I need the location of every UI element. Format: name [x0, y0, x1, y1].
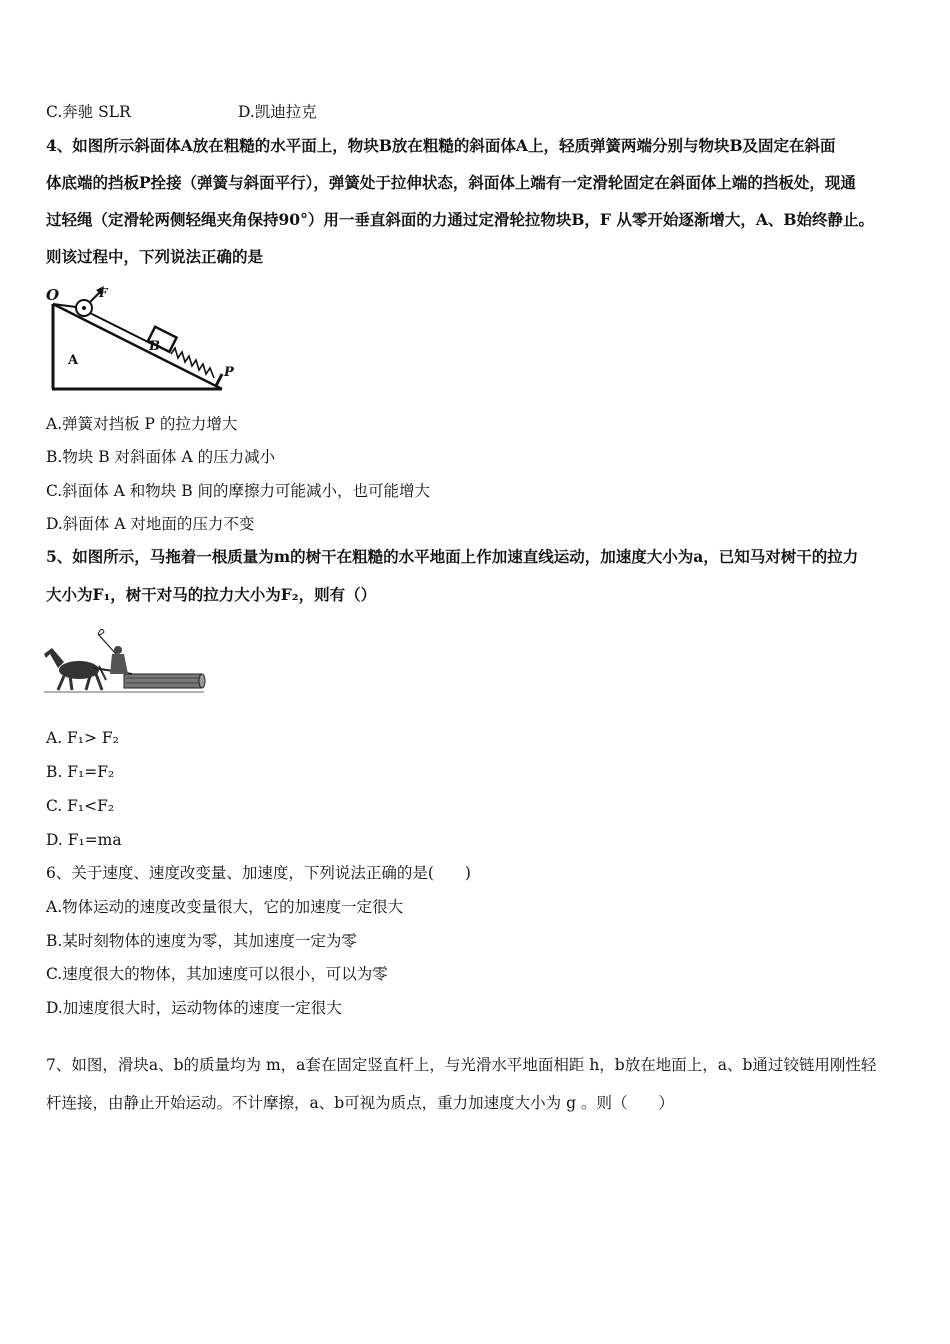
q5-option-c: C. F₁<F₂ — [46, 797, 115, 815]
q4-option-d: D.斜面体 A 对地面的压力不变 — [46, 515, 255, 533]
q6-stem: 6、关于速度、速度改变量、加速度，下列说法正确的是( ) — [46, 864, 471, 882]
q4-option-b: B.物块 B 对斜面体 A 的压力减小 — [46, 448, 276, 466]
q4-stem-line2: 体底端的挡板P拴接（弹簧与斜面平行），弹簧处于拉伸状态，斜面体上端有一定滑轮固定在斜面体上端的挡板处，现通 — [46, 173, 856, 192]
q5-stem-line1: 5、如图所示，马拖着一根质量为m的树干在粗糙的水平地面上作加速直线运动，加速度大小为a，已知马对树干的拉力 — [46, 547, 859, 566]
q7-stem-line1: 7、如图，滑块a、b的质量均为 m，a套在固定竖直杆上，与光滑水平地面相距 h，b放在地面上，a、b通过铰链用刚性轻 — [46, 1056, 877, 1074]
q5-stem-line2: 大小为F₁，树干对马的拉力大小为F₂，则有（） — [46, 585, 377, 604]
option-c-prev: C.奔驰 SLR — [46, 103, 131, 121]
q4-label-b: B — [149, 339, 160, 354]
q4-stem-line1: 4、如图所示斜面体A放在粗糙的水平面上，物块B放在粗糙的斜面体A上，轻质弹簧两端分别与物块B及固定在斜面 — [46, 136, 836, 155]
q6-option-d: D.加速度很大时，运动物体的速度一定很大 — [46, 999, 342, 1017]
q4-option-a: A.弹簧对挡板 P 的拉力增大 — [46, 415, 238, 433]
q6-option-b: B.某时刻物体的速度为零，其加速度一定为零 — [46, 932, 357, 950]
q4-option-c: C.斜面体 A 和物块 B 间的摩擦力可能减小，也可能增大 — [46, 482, 431, 500]
q4-stem-line3: 过轻绳（定滑轮两侧轻绳夹角保持90°）用一垂直斜面的力通过定滑轮拉物块B，F 从零开始逐渐增大，A、B始终静止。 — [46, 210, 874, 229]
q7-stem-line2: 杆连接，由静止开始运动。不计摩擦，a、b可视为质点，重力加速度大小为 g 。则（ ） — [46, 1094, 674, 1112]
q4-stem-line4: 则该过程中，下列说法正确的是 — [46, 247, 264, 266]
q5-option-d: D. F₁=ma — [46, 831, 122, 849]
q6-option-c: C.速度很大的物体，其加速度可以很小，可以为零 — [46, 965, 388, 983]
q4-label-a: A — [68, 353, 79, 368]
q4-label-o: O — [46, 286, 60, 304]
q5-option-b: B. F₁=F₂ — [46, 763, 115, 781]
q4-label-p: P — [224, 365, 234, 380]
option-d-prev: D.凯迪拉克 — [238, 103, 317, 121]
q5-option-a: A. F₁> F₂ — [46, 729, 119, 747]
q4-incline-figure — [44, 282, 239, 397]
q5-horse-log-figure — [44, 624, 206, 696]
q4-label-f: F — [99, 286, 108, 300]
q6-option-a: A.物体运动的速度改变量很大，它的加速度一定很大 — [46, 898, 404, 916]
